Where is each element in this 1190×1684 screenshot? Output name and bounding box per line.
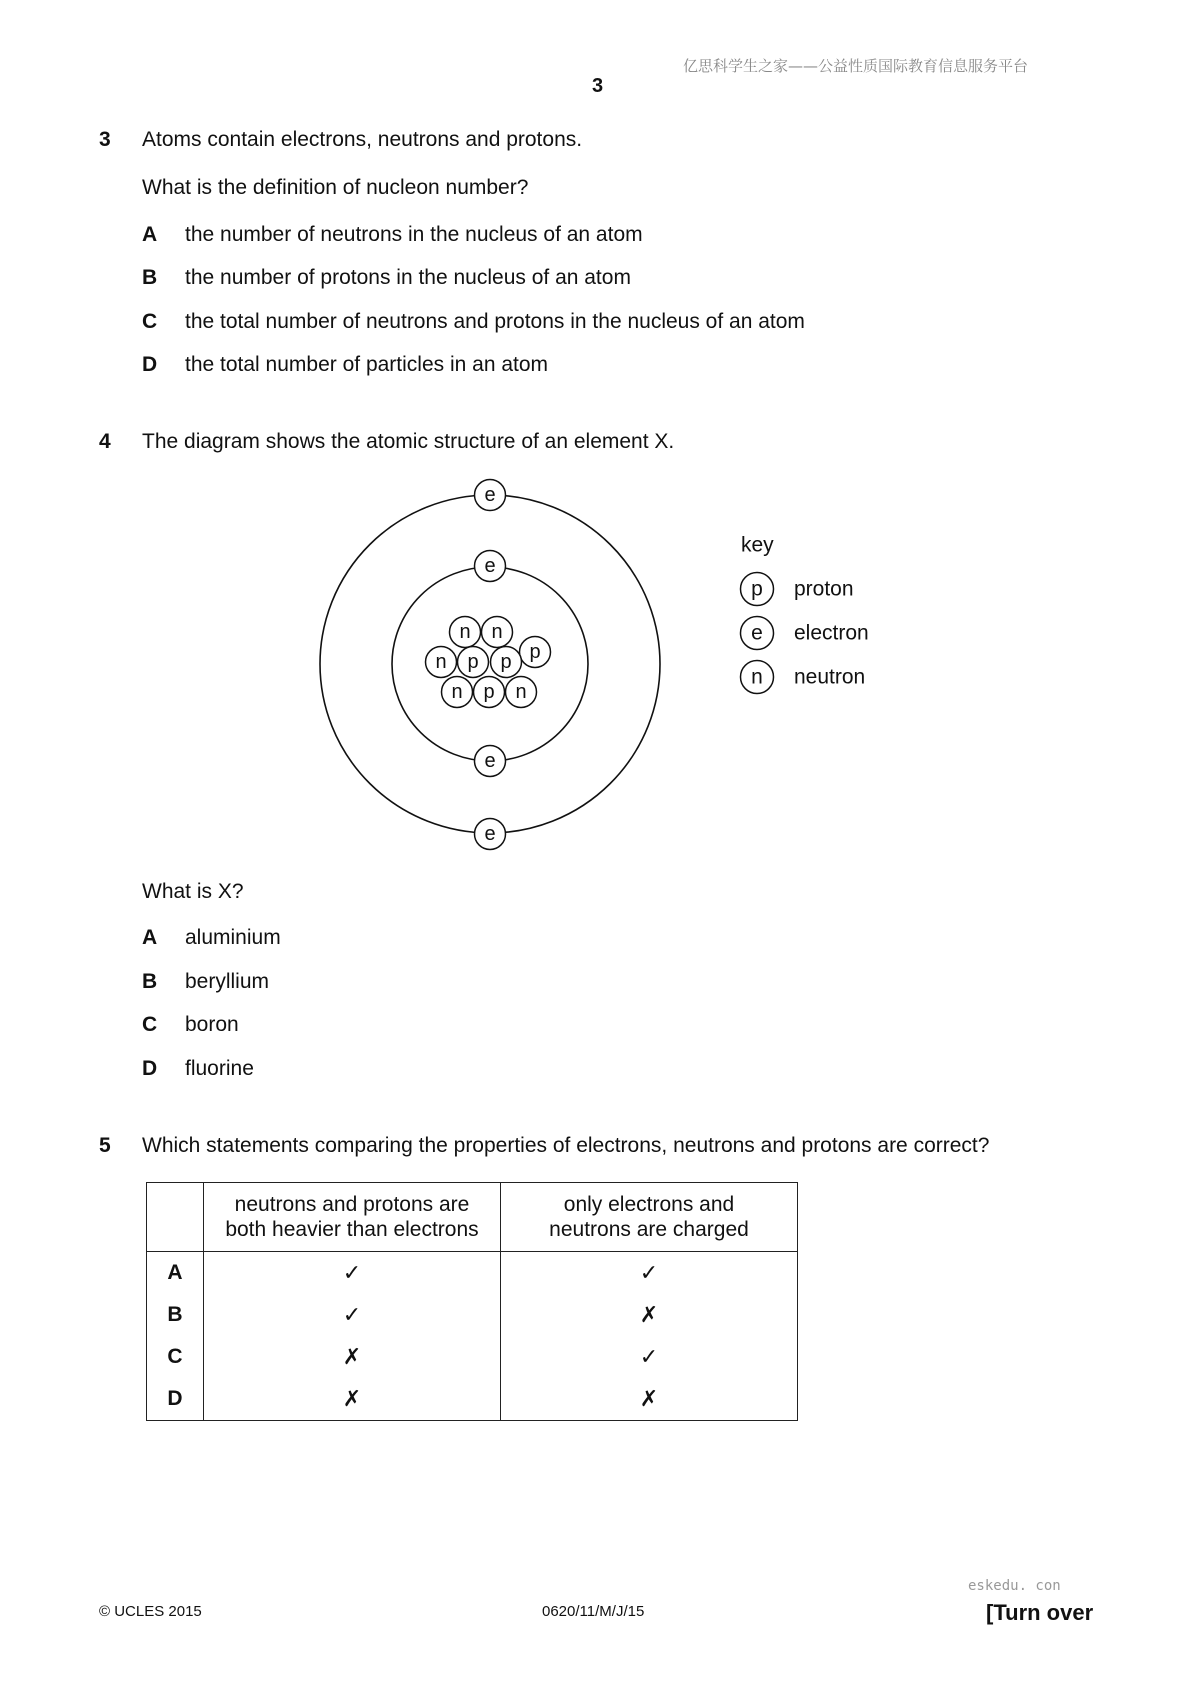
q4-option-a-text: aluminium [185, 926, 281, 949]
atom-diagram [300, 470, 920, 860]
table-cell-charged: ✓ [501, 1336, 798, 1378]
question-3-prompt: What is the definition of nucleon number? [142, 176, 529, 199]
svg-text:p: p [500, 651, 512, 673]
svg-text:e: e [751, 621, 763, 645]
svg-text:n: n [515, 681, 527, 703]
table-row-letter: B [147, 1294, 204, 1336]
svg-text:e: e [484, 555, 496, 577]
q3-option-c-text: the total number of neutrons and protons in the nucleus of an atom [185, 310, 805, 333]
table-cell-heavier: ✓ [204, 1294, 501, 1336]
table-row [147, 1294, 798, 1336]
q3-option-d-letter: D [142, 353, 158, 376]
question-4-stem: The diagram shows the atomic structure of an element X. [142, 430, 675, 453]
question-5-number: 5 [99, 1134, 111, 1157]
q4-option-d-letter: D [142, 1057, 158, 1080]
table-row [147, 1252, 798, 1295]
key-proton-symbol [741, 573, 774, 606]
electron-particle [475, 819, 506, 850]
table-header-charged-line1: only electrons and [563, 1193, 735, 1216]
table-row-letter: D [147, 1378, 204, 1421]
proton-particle [491, 647, 522, 678]
svg-text:n: n [451, 681, 463, 703]
svg-text:p: p [751, 577, 763, 601]
table-row-letter: C [147, 1336, 204, 1378]
q3-option-a-text: the number of neutrons in the nucleus of an atom [185, 223, 643, 246]
page-number: 3 [592, 75, 604, 97]
key-electron-label: electron [794, 621, 869, 645]
q3-option-c-letter: C [142, 310, 158, 333]
question-4-number: 4 [99, 430, 111, 453]
svg-text:p: p [529, 641, 541, 663]
table-cell-charged: ✗ [501, 1294, 798, 1336]
turn-over-label: [Turn over [986, 1600, 1094, 1625]
svg-text:e: e [484, 823, 496, 845]
site-watermark: eskedu. con [968, 1578, 1061, 1594]
table-cell-charged: ✓ [501, 1252, 798, 1295]
q4-option-b-letter: B [142, 970, 158, 993]
question-4-prompt: What is X? [142, 880, 244, 903]
table-header-charged [501, 1183, 798, 1252]
table-cell-heavier: ✓ [204, 1252, 501, 1295]
neutron-particle [442, 677, 473, 708]
table-row [147, 1336, 798, 1378]
neutron-particle [450, 617, 481, 648]
electron-particle [475, 551, 506, 582]
neutron-particle [506, 677, 537, 708]
svg-text:e: e [484, 750, 496, 772]
table-cell-heavier: ✗ [204, 1378, 501, 1421]
q4-option-c-letter: C [142, 1013, 158, 1036]
key-neutron-label: neutron [794, 665, 866, 689]
key-title: key [741, 533, 774, 557]
table-header-heavier [204, 1183, 501, 1252]
table-header-charged-line2: neutrons are charged [549, 1218, 749, 1241]
neutron-particle [482, 617, 513, 648]
table-row [147, 1378, 798, 1421]
q3-option-b-text: the number of protons in the nucleus of an atom [185, 266, 631, 289]
svg-text:p: p [467, 651, 479, 673]
copyright-text: © UCLES 2015 [99, 1603, 202, 1620]
key-neutron-symbol [741, 661, 774, 694]
svg-text:n: n [459, 621, 471, 643]
watermark-text: 亿思科学生之家——公益性质国际教育信息服务平台 [683, 57, 1029, 75]
proton-particle [520, 637, 551, 668]
table-cell-heavier: ✗ [204, 1336, 501, 1378]
key-proton-label: proton [794, 577, 854, 601]
q3-option-a-letter: A [142, 223, 158, 246]
question-3-stem: Atoms contain electrons, neutrons and protons. [142, 128, 583, 151]
svg-text:n: n [435, 651, 447, 673]
q4-option-a-letter: A [142, 926, 158, 949]
q4-option-c-text: boron [185, 1013, 239, 1036]
question-3-number: 3 [99, 128, 111, 151]
answer-table [146, 1182, 798, 1421]
key-electron-symbol [741, 617, 774, 650]
proton-particle [458, 647, 489, 678]
paper-code: 0620/11/M/J/15 [542, 1603, 645, 1620]
svg-text:n: n [751, 665, 763, 689]
table-header-heavier-line1: neutrons and protons are [234, 1193, 470, 1216]
neutron-particle [426, 647, 457, 678]
svg-text:p: p [483, 681, 495, 703]
proton-particle [474, 677, 505, 708]
electron-particle [475, 746, 506, 777]
q3-option-b-letter: B [142, 266, 158, 289]
question-5-stem: Which statements comparing the properties of electrons, neutrons and protons are correct? [142, 1134, 990, 1157]
table-cell-charged: ✗ [501, 1378, 798, 1421]
electron-particle [475, 480, 506, 511]
svg-text:n: n [491, 621, 503, 643]
q3-option-d-text: the total number of particles in an atom [185, 353, 549, 376]
table-corner-cell [147, 1183, 204, 1252]
q4-option-b-text: beryllium [185, 970, 270, 993]
table-header-heavier-line2: both heavier than electrons [225, 1218, 479, 1241]
q4-option-d-text: fluorine [185, 1057, 254, 1080]
table-row-letter: A [147, 1252, 204, 1295]
svg-text:e: e [484, 484, 496, 506]
